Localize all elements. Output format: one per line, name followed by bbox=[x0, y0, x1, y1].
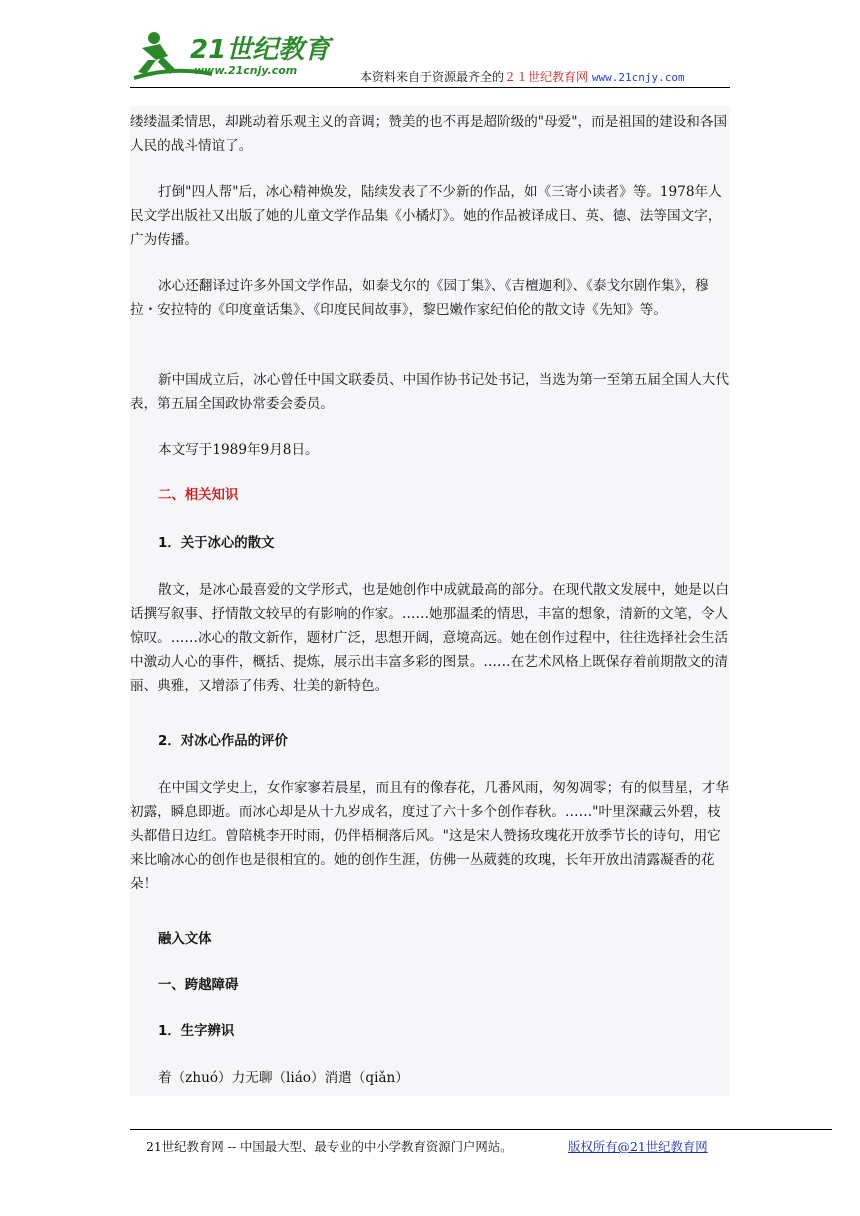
paragraph-3: 冰心还翻译过许多外国文学作品，如泰戈尔的《园丁集》、《吉檀迦利》、《泰戈尔剧作集》，穆拉・安拉特的《印度童话集》、《印度民间故事》，黎巴嫩作家纪伯伦的散文诗《先知》等。 bbox=[130, 278, 709, 318]
section-heading-related-knowledge: 二、相关知识 bbox=[158, 488, 239, 503]
heading-style: 融入文体 bbox=[158, 932, 212, 947]
paragraph-4: 新中国成立后，冰心曾任中国文联委员、中国作协书记处书记，当选为第一至第五届全国人大代表，第五届全国政协常委会委员。 bbox=[130, 372, 729, 412]
paragraph-7: 在中国文学史上，女作家寥若晨星，而且有的像春花，几番风雨，匆匆凋零；有的似彗星，才华初露，瞬息即逝。而冰心却是从十九岁成名，度过了六十多个创作春秋。……"叶里深藏云外碧，枝头都借日边红。曾陪桃李开时雨，仍伴梧桐落后风。"这是宋人赞扬玫瑰花开放季节长的诗句，用它来比喻冰心的创作也是很相宜的。她的创作生涯，仿佛一丛葳蕤的玫瑰，长年开放出清露凝香的花朵！ bbox=[130, 780, 729, 892]
header-url-link[interactable]: www.21cnjy.com bbox=[591, 71, 685, 84]
footer-divider bbox=[130, 1129, 832, 1130]
header-site-name[interactable]: ２１世纪教育网 bbox=[504, 70, 589, 84]
logo-text: 21世纪教育 bbox=[190, 35, 331, 65]
paragraph-6: 散文，是冰心最喜爱的文学形式，也是她创作中成就最高的部分。在现代散文发展中，她是以白话撰写叙事、抒情散文较早的有影响的作家。……她那温柔的情思，丰富的想象，清新的文笔，令人惊叹。……冰心的散文新作，题材广泛，思想开阔，意境高远。她在创作过程中，往往选择社会生活中激动人心的事件，概括、提炼，展示出丰富多彩的图景。……在艺术风格上既保存着前期散文的清丽、典雅，又增添了伟秀、壮美的新特色。 bbox=[130, 582, 729, 694]
footer-copyright-link[interactable]: 版权所有@21世纪教育网 bbox=[568, 1139, 708, 1154]
paragraph-1: 缕缕温柔情思，却跳动着乐观主义的音调；赞美的也不再是超阶级的"母爱"，而是祖国的建设和各国人民的战斗情谊了。 bbox=[130, 114, 728, 154]
subheading-evaluation: 2．对冰心作品的评价 bbox=[158, 734, 288, 749]
subheading-characters: 1．生字辨识 bbox=[158, 1024, 235, 1039]
paragraph-pinyin: 着（zhuó）力无聊（liáo）消遣（qiǎn） bbox=[158, 1070, 409, 1086]
document-body bbox=[130, 106, 730, 1096]
heading-obstacles: 一、跨越障碍 bbox=[158, 978, 239, 993]
site-logo bbox=[132, 26, 342, 86]
header-divider bbox=[130, 87, 730, 88]
logo-url: www.21cnjy.com bbox=[194, 64, 298, 77]
subheading-prose: 1．关于冰心的散文 bbox=[158, 536, 275, 551]
page-header bbox=[0, 0, 860, 92]
paragraph-2: 打倒"四人帮"后，冰心精神焕发，陆续发表了不少新的作品，如《三寄小读者》等。1978年人民文学出版社又出版了她的儿童文学作品集《小橘灯》。她的作品被译成日、英、德、法等国文字，广为传播。 bbox=[130, 184, 722, 248]
paragraph-5: 本文写于1989年9月8日。 bbox=[158, 442, 319, 458]
footer-text: 21世纪教育网 -- 中国最大型、最专业的中小学教育资源门户网站。 bbox=[146, 1139, 513, 1154]
header-note-prefix: 本资料来自于资源最齐全的 bbox=[360, 70, 505, 84]
header-note bbox=[360, 68, 685, 85]
